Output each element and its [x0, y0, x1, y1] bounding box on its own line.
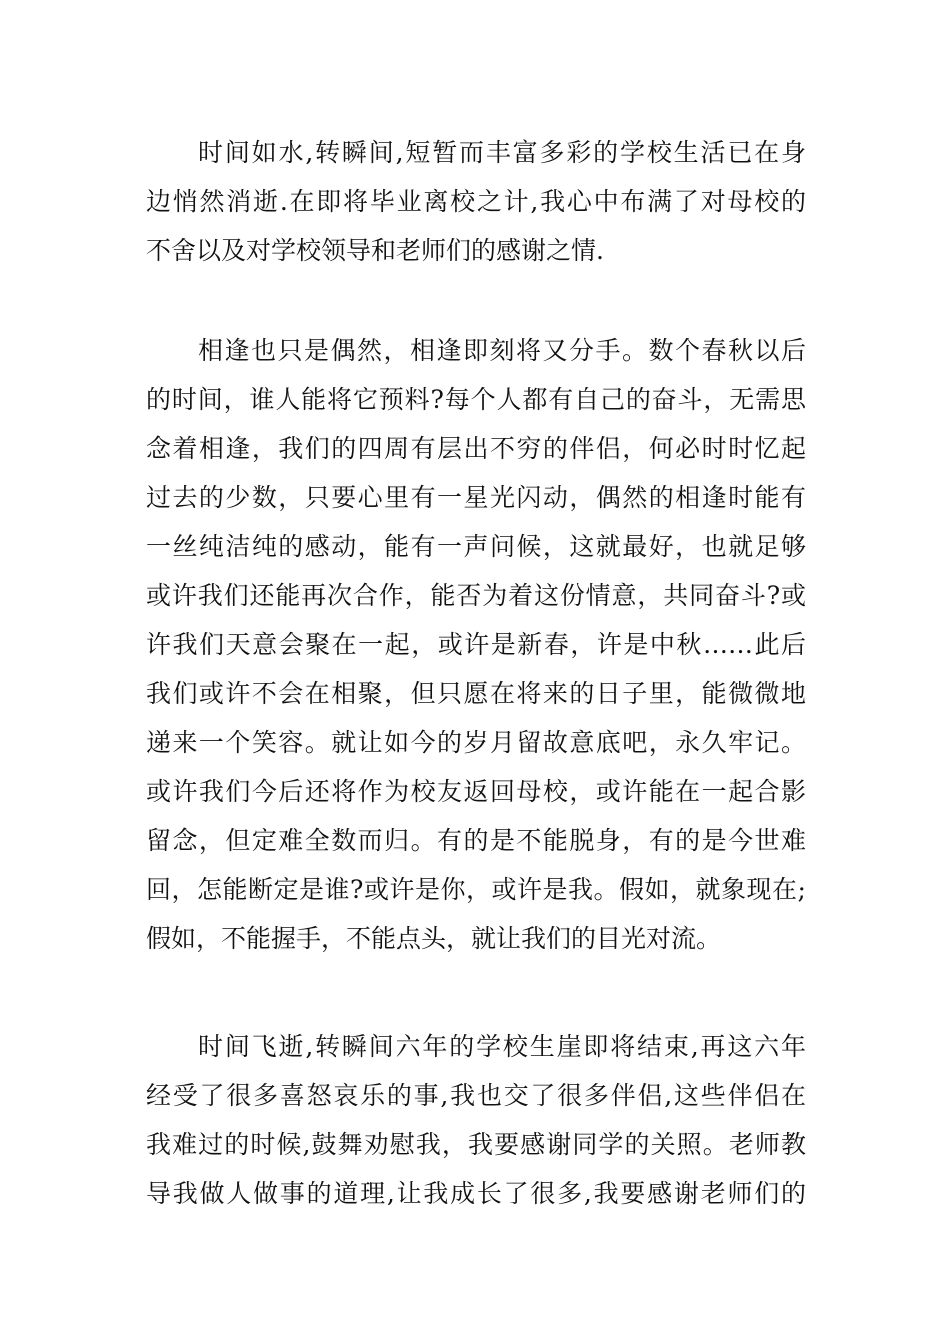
paragraph-line: 的时间，谁人能将它预料?每个人都有自己的奋斗，无需思 [146, 385, 806, 414]
paragraph-line: 或许我们今后还将作为校友返回母校，或许能在一起合影 [146, 777, 806, 806]
paragraph-line: 时间如水,转瞬间,短暂而丰富多彩的学校生活已在身 [198, 138, 806, 167]
paragraph-line: 导我做人做事的道理,让我成长了很多,我要感谢老师们的 [146, 1179, 806, 1208]
paragraph-line: 许我们天意会聚在一起，或许是新春，许是中秋……此后 [146, 630, 806, 659]
paragraph-line: 一丝纯洁纯的感动，能有一声问候，这就最好，也就足够 [146, 532, 806, 561]
paragraph-line: 我难过的时候,鼓舞劝慰我，我要感谢同学的关照。老师教 [146, 1130, 806, 1159]
paragraph-line: 我们或许不会在相聚，但只愿在将来的日子里，能微微地 [146, 679, 806, 708]
paragraph-line: 边悄然消逝.在即将毕业离校之计,我心中布满了对母校的 [146, 187, 806, 216]
paragraph-line: 相逢也只是偶然，相逢即刻将又分手。数个春秋以后 [198, 336, 806, 365]
paragraph-3 [146, 1022, 806, 1218]
paragraph-line: 经受了很多喜怒哀乐的事,我也交了很多伴侣,这些伴侣在 [146, 1081, 806, 1110]
paragraph-line: 过去的少数，只要心里有一星光闪动，偶然的相逢时能有 [146, 483, 806, 512]
paragraph-line: 回，怎能断定是谁?或许是你，或许是我。假如，就象现在; [146, 875, 806, 904]
paragraph-line: 时间飞逝,转瞬间六年的学校生崖即将结束,再这六年 [198, 1032, 806, 1061]
paragraph-line: 留念，但定难全数而归。有的是不能脱身，有的是今世难 [146, 826, 806, 855]
paragraph-line: 递来一个笑容。就让如今的岁月留故意底吧，永久牢记。 [146, 728, 806, 757]
paragraph-line: 不舍以及对学校领导和老师们的感谢之情. [146, 236, 604, 265]
paragraph-line: 或许我们还能再次合作，能否为着这份情意，共同奋斗?或 [146, 581, 806, 610]
paragraph-1 [146, 128, 806, 275]
paragraph-line: 念着相逢，我们的四周有层出不穷的伴侣，何必时时忆起 [146, 434, 806, 463]
paragraph-line: 假如，不能握手，不能点头，就让我们的目光对流。 [146, 924, 722, 953]
paragraph-2 [146, 326, 806, 963]
